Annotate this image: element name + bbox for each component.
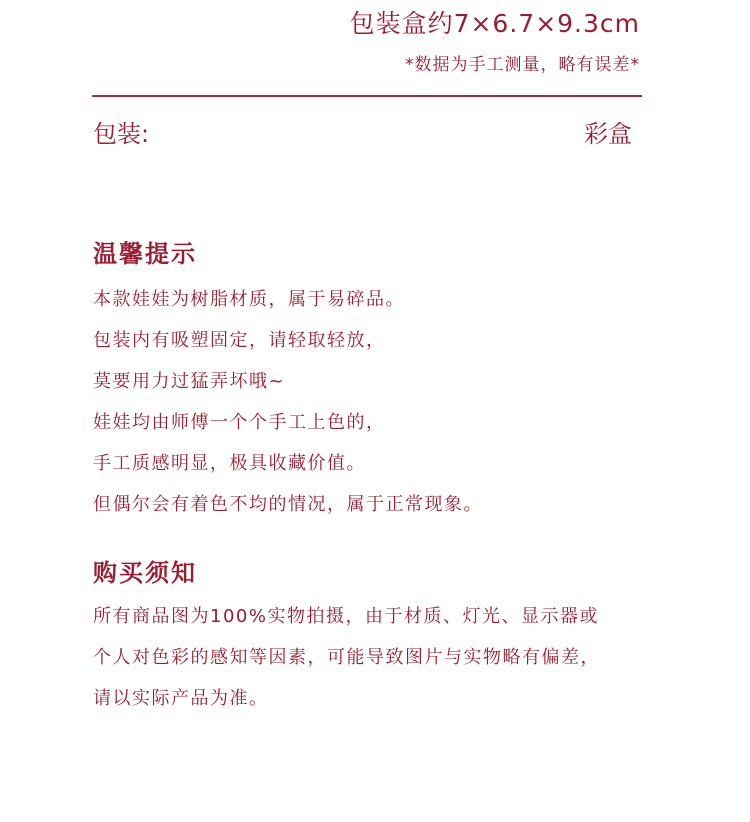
purchase-line: 所有商品图为100%实物拍摄，由于材质、灯光、显示器或	[93, 606, 599, 627]
purchase-title: 购买须知	[93, 559, 197, 587]
tips-line: 莫要用力过猛弄坏哦~	[93, 371, 286, 392]
tips-line: 包装内有吸塑固定，请轻取轻放，	[93, 330, 386, 351]
tips-line: 但偶尔会有着色不均的情况，属于正常现象。	[93, 494, 483, 515]
packaging-value: 彩盒	[584, 120, 632, 148]
measurement-note: *数据为手工测量，略有误差*	[405, 55, 640, 75]
tips-title: 温馨提示	[93, 240, 197, 268]
package-dimensions: 包装盒约7×6.7×9.3cm	[349, 9, 640, 38]
purchase-line: 个人对色彩的感知等因素，可能导致图片与实物略有偏差，	[93, 647, 600, 668]
tips-line: 手工质感明显，极具收藏价值。	[93, 453, 366, 474]
purchase-line: 请以实际产品为准。	[93, 688, 269, 709]
tips-line: 娃娃均由师傅一个个手工上色的，	[93, 412, 386, 433]
divider	[92, 95, 642, 97]
packaging-label: 包装:	[93, 120, 150, 148]
tips-line: 本款娃娃为树脂材质，属于易碎品。	[93, 289, 405, 310]
